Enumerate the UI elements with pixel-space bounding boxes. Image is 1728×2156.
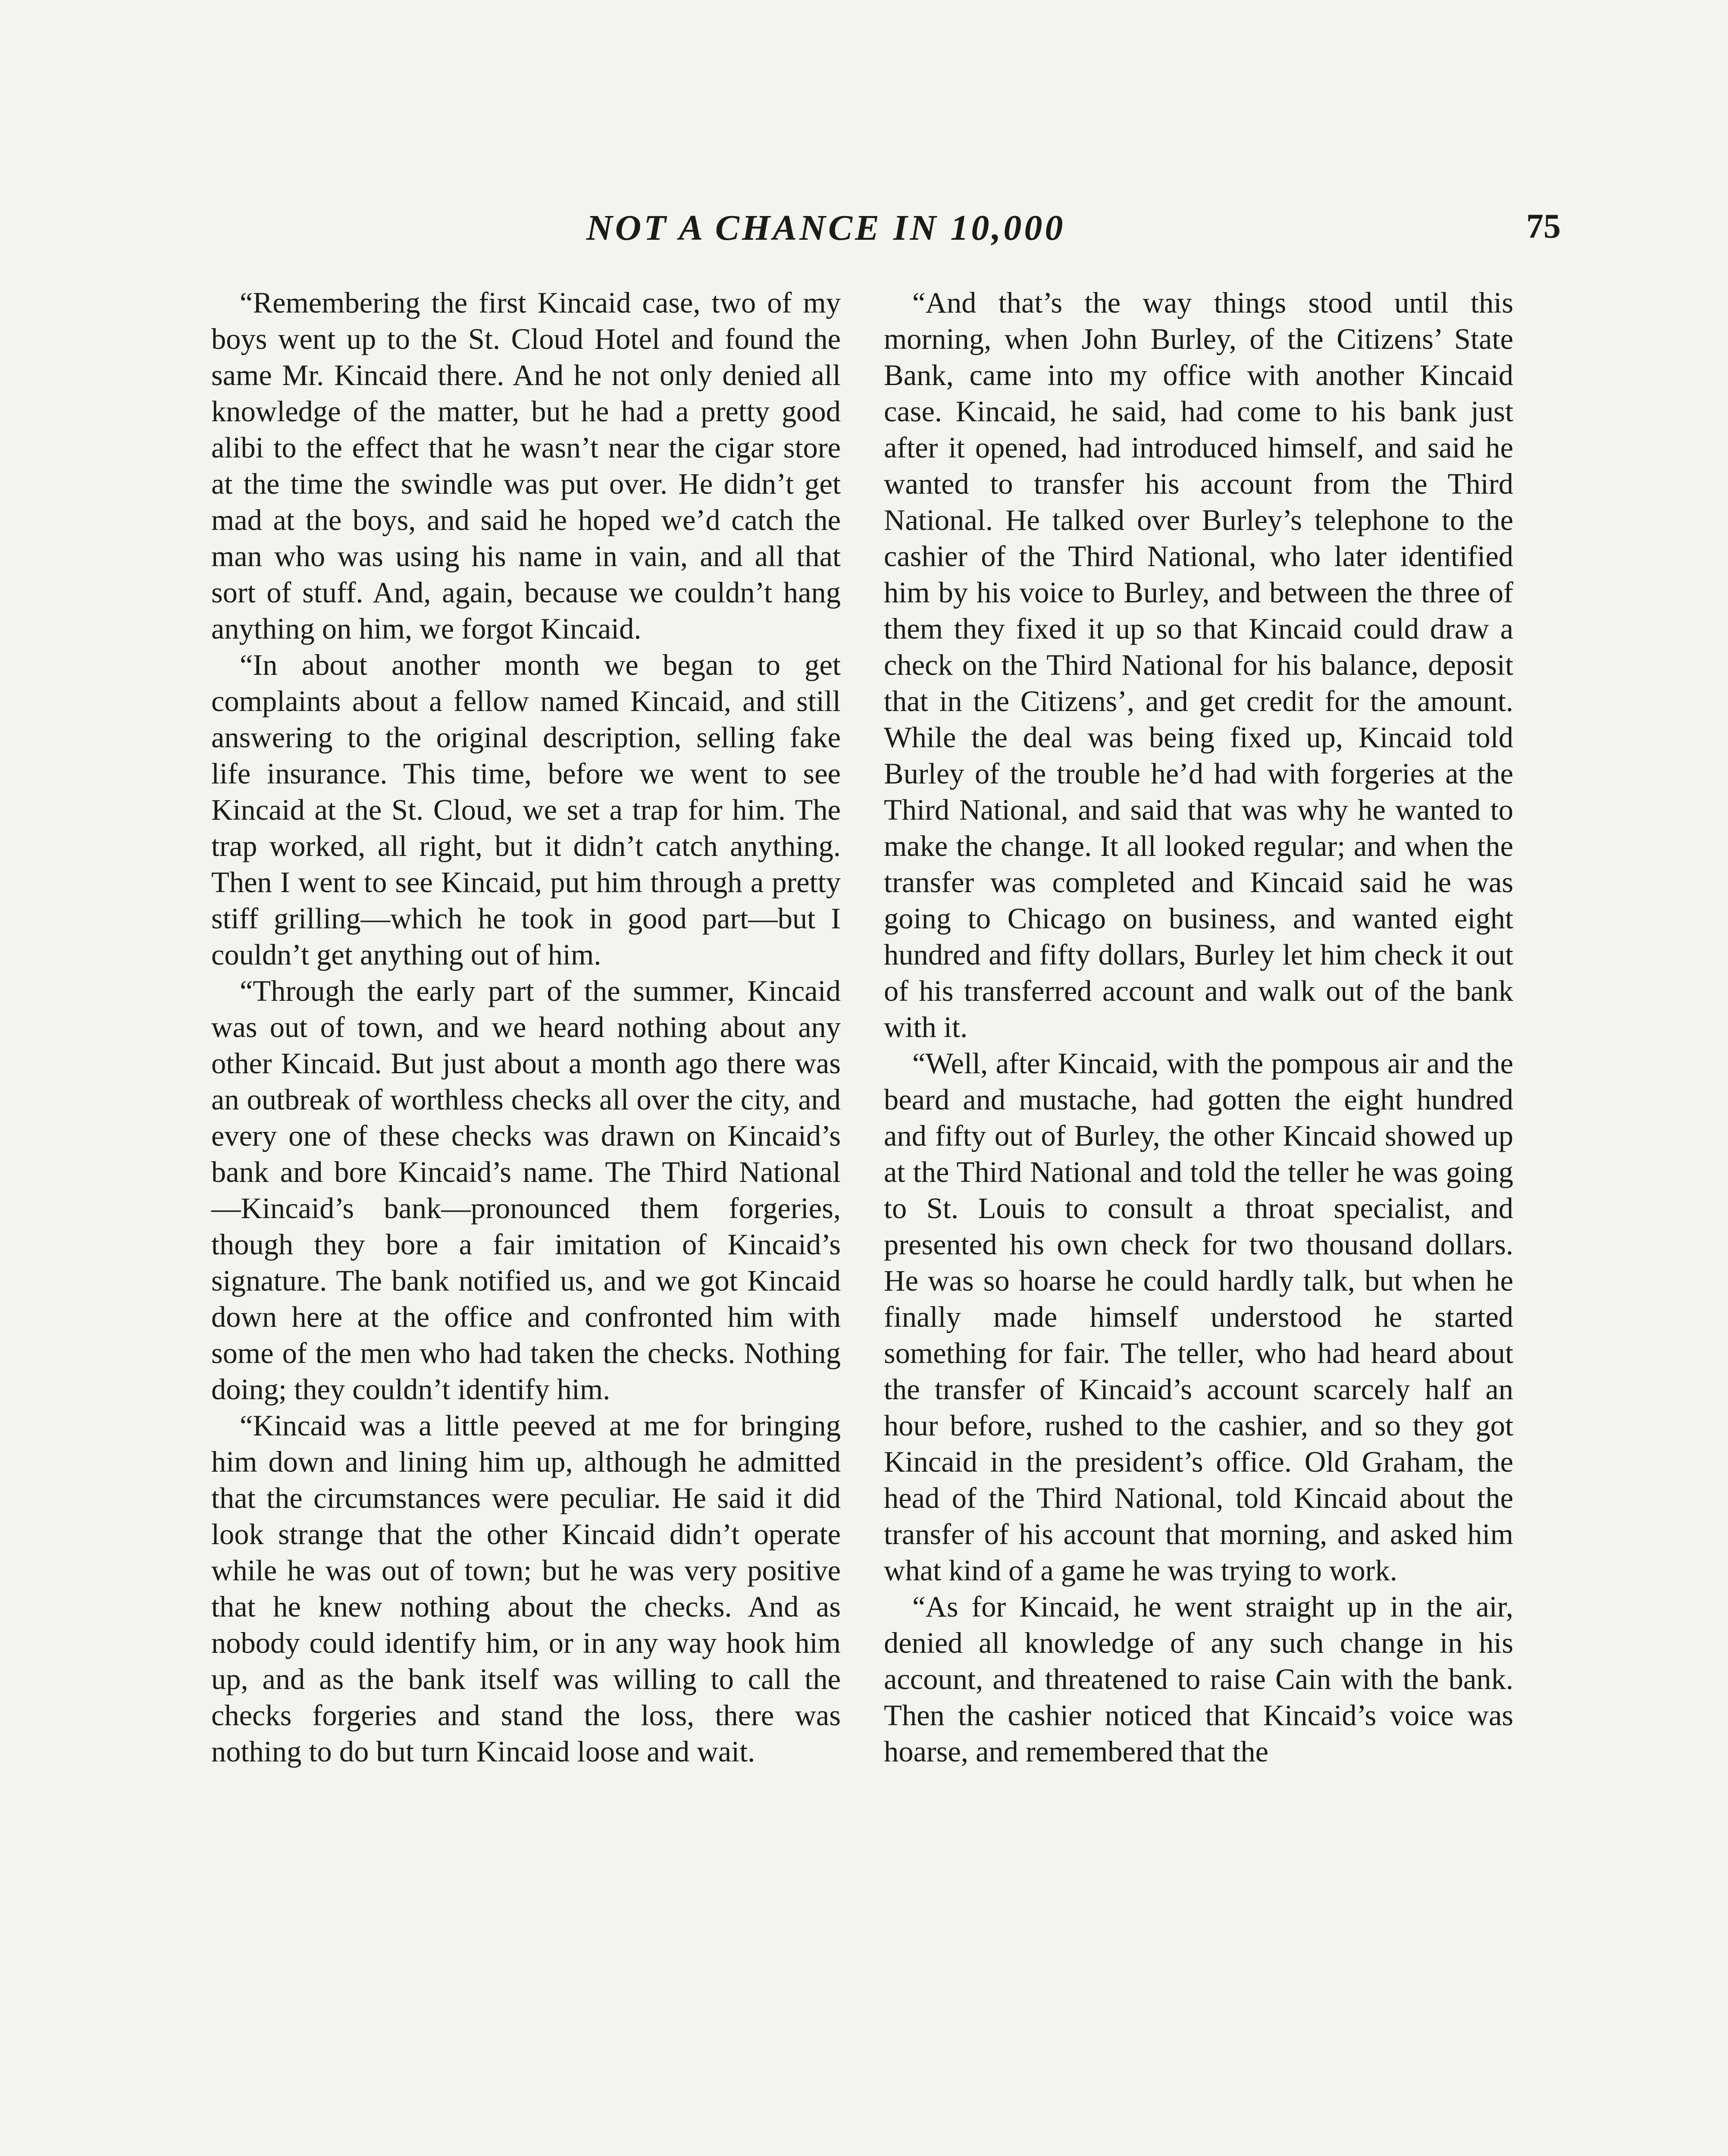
paragraph: “Through the early part of the summer, Kincaid was out of town, and we heard nothing about any other Kincaid. But just about a month ago there was an outbreak of worthless checks all over the city, and every one of these checks was drawn on Kincaid’s bank and bore Kincaid’s name. The Third National—Kincaid’s bank—pronounced them forgeries, though they bore a fair imitation of Kincaid’s signature. The bank notified us, and we got Kincaid down here at the office and confronted him with some of the men who had taken the checks. Nothing doing; they couldn’t identify him.	[211, 975, 841, 1406]
right-column	[884, 285, 1513, 1770]
paragraph: “Kincaid was a little peeved at me for bringing him down and lining him up, although he admitted that the circumstances were peculiar. He said it did look strange that the other Kincaid didn’t operate while he was out of town; but he was very positive that he knew nothing about the checks. And as nobody could identify him, or in any way hook him up, and as the bank itself was willing to call the checks forgeries and stand the loss, there was nothing to do but turn Kincaid loose and wait.	[211, 1409, 841, 1768]
paragraph: “As for Kincaid, he went straight up in the air, denied all knowledge of any such change in his account, and threatened to raise Cain with the bank. Then the cashier noticed that Kincaid’s voice was hoarse, and remembered that the	[884, 1590, 1513, 1768]
page-header	[586, 207, 1561, 267]
page-number: 75	[1526, 207, 1561, 245]
left-column	[211, 285, 841, 1770]
paragraph: “Well, after Kincaid, with the pompous air and the beard and mustache, had gotten the eight hundred and fifty out of Burley, the other Kincaid showed up at the Third National and told the teller he was going to St. Louis to consult a throat specialist, and presented his own check for two thousand dollars. He was so hoarse he could hardly talk, but when he finally made himself understood he started something for fair. The teller, who had heard about the transfer of Kincaid’s account scarcely half an hour before, rushed to the cashier, and so they got Kincaid in the president’s office. Old Graham, the head of the Third National, told Kincaid about the transfer of his account that morning, and asked him what kind of a game he was trying to work.	[884, 1047, 1513, 1587]
paragraph: “Remembering the first Kincaid case, two of my boys went up to the St. Cloud Hotel and found the same Mr. Kincaid there. And he not only denied all knowledge of the matter, but he had a pretty good alibi to the effect that he wasn’t near the cigar store at the time the swindle was put over. He didn’t get mad at the boys, and said he hoped we’d catch the man who was using his name in vain, and all that sort of stuff. And, again, because we couldn’t hang anything on him, we forgot Kincaid.	[211, 286, 841, 645]
running-title: NOT A CHANCE IN 10,000	[586, 208, 1066, 248]
paragraph: “And that’s the way things stood until this morning, when John Burley, of the Citizens’ State Bank, came into my office with another Kincaid case. Kincaid, he said, had come to his bank just after it opened, had introduced himself, and said he wanted to transfer his account from the Third National. He talked over Burley’s telephone to the cashier of the Third National, who later identified him by his voice to Burley, and between the three of them they fixed it up so that Kincaid could draw a check on the Third National for his balance, deposit that in the Citizens’, and get credit for the amount. While the deal was being fixed up, Kincaid told Burley of the trouble he’d had with forgeries at the Third National, and said that was why he wanted to make the change. It all looked regular; and when the transfer was completed and Kincaid said he was going to Chicago on business, and wanted eight hundred and fifty dollars, Burley let him check it out of his transferred account and walk out of the bank with it.	[884, 286, 1513, 1044]
paragraph: “In about another month we began to get complaints about a fellow named Kincaid, and still answering to the original description, selling fake life insurance. This time, before we went to see Kincaid at the St. Cloud, we set a trap for him. The trap worked, all right, but it didn’t catch anything. Then I went to see Kincaid, put him through a pretty stiff grilling—which he took in good part—but I couldn’t get anything out of him.	[211, 649, 841, 971]
